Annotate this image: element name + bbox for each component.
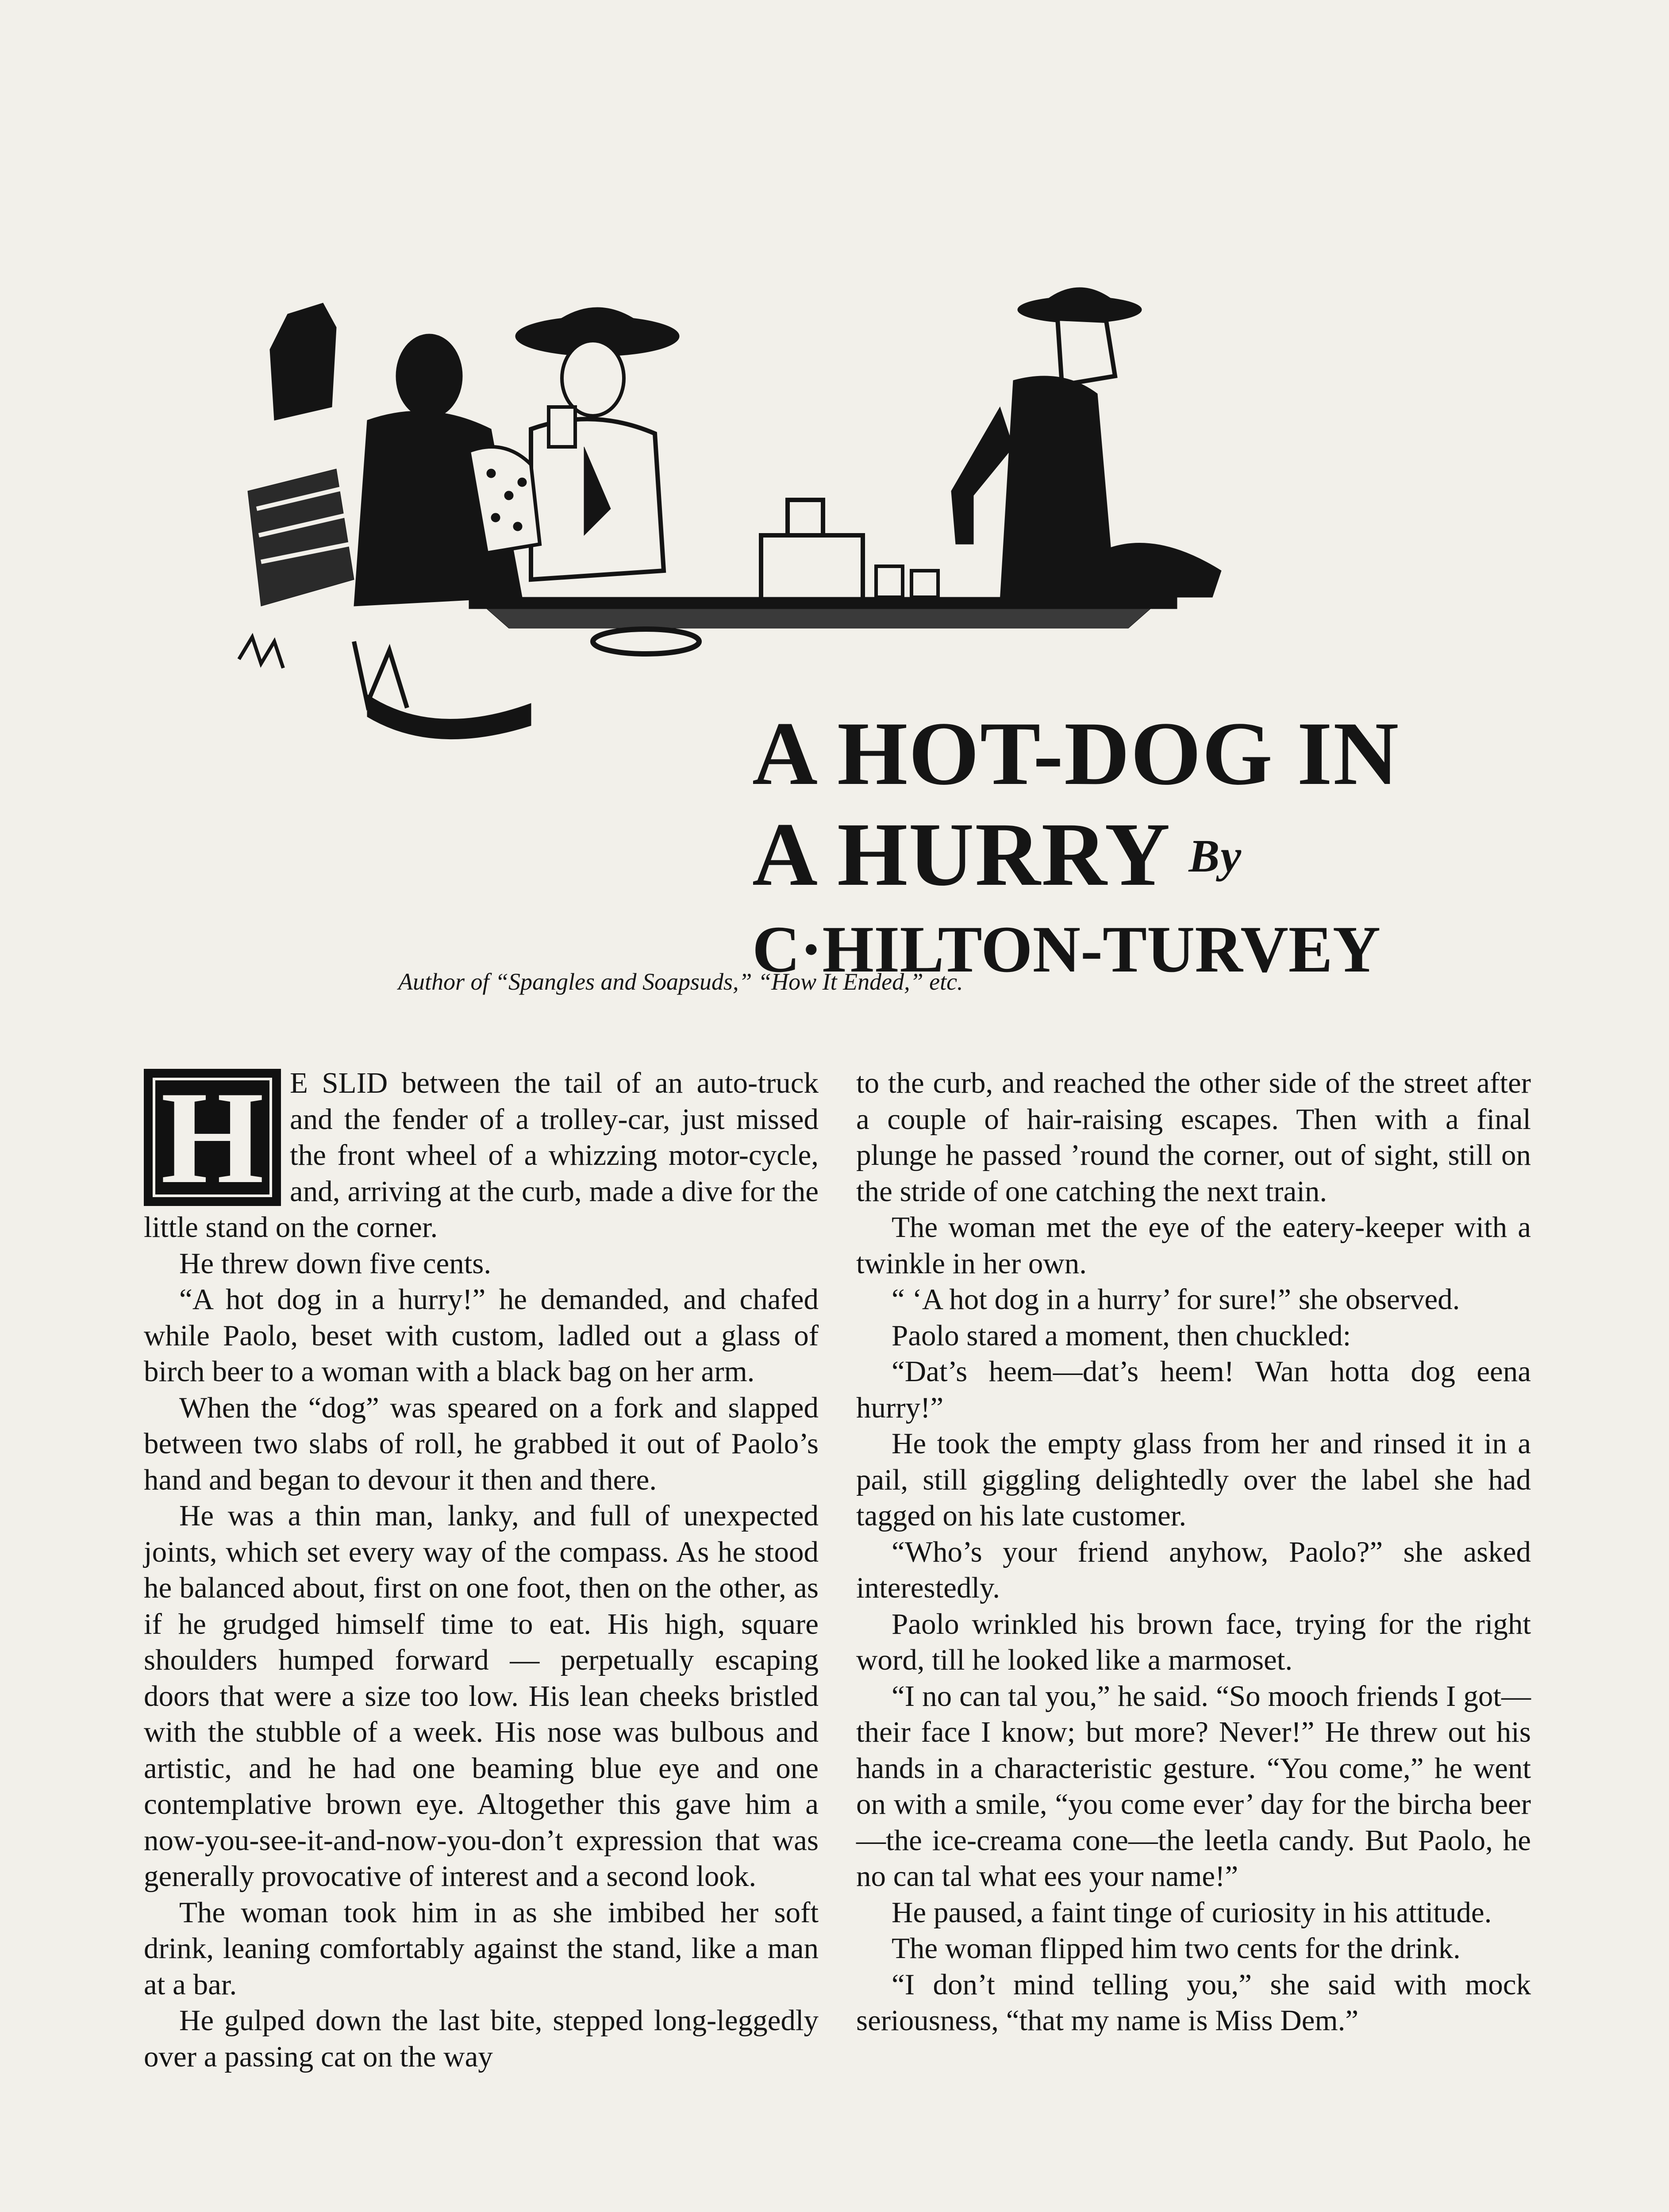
paragraph: Paolo wrinkled his brown face, trying for the right word, till he looked like a marmoset.	[856, 1607, 1531, 1676]
paragraph: He paused, a faint tinge of curiosity in his attitude.	[892, 1896, 1492, 1929]
paragraph: “Dat’s heem—dat’s heem! Wan hotta dog eena hurry!”	[856, 1355, 1531, 1424]
story-title-line-2	[752, 804, 1460, 906]
story-title-line-1: A HOT-DOG IN	[752, 703, 1400, 804]
paragraph: “I no can tal you,” he said. “So mooch friends I got—their face I know; but more? Never!” He threw out his hands in a characteristic gesture. “You come,” he went on with a smile, “you come ever’ day for the bircha beer—the ice-creama cone—the leetla candy. But Paolo, he no can tal what ees your name!”	[856, 1679, 1531, 1893]
paragraph: He took the empty glass from her and rinsed it in a pail, still giggling delightedly over the label she had tagged on his late customer.	[856, 1427, 1531, 1532]
paragraph: “Who’s your friend anyhow, Paolo?” she asked interestedly.	[856, 1535, 1531, 1604]
paragraph: “A hot dog in a hurry!” he demanded, and chafed while Paolo, beset with custom, ladled out a glass of birch beer to a woman with a black bag on her arm.	[144, 1283, 819, 1388]
byline: By	[1188, 830, 1242, 882]
drop-cap: H	[144, 1069, 281, 1206]
story-title-line-2-text: A HURRY	[752, 804, 1171, 905]
paragraph: He was a thin man, lanky, and full of unexpected joints, which set every way of the compass. As he stood he balanced about, first on one foot, then on the other, as if he grudged himself time to eat. His high, square shoulders humped forward — perpetually escaping doors that were a size too low. His lean cheeks bristled with the stubble of a week. His nose was bulbous and artistic, and he had one beaming blue eye and one contemplative brown eye. Altogether this gave him a now-you-see-it-and-now-you-don’t expression that was generally provocative of interest and a second look.	[144, 1499, 819, 1893]
paragraph: He gulped down the last bite, stepped long-leggedly over a passing cat on the way	[144, 2004, 819, 2073]
right-column	[856, 1065, 1531, 2039]
author-credit: Author of “Spangles and Soapsuds,” “How It Ended,” etc.	[398, 968, 963, 995]
paragraph: The woman met the eye of the eatery-keeper with a twinkle in her own.	[856, 1211, 1531, 1280]
paragraph: When the “dog” was speared on a fork and slapped between two slabs of roll, he grabbed it out of Paolo’s hand and began to devour it then and there.	[144, 1391, 819, 1496]
title-block	[752, 703, 1460, 988]
left-column	[144, 1065, 819, 2075]
opening-paragraph-text: E SLID between the tail of an auto-truck and the fender of a trolley-car, just missed the front wheel of a whizzing motor-cycle, and, arriving at the curb, made a dive for the little stand on the corner.	[144, 1067, 819, 1244]
paragraph: Paolo stared a moment, then chuckled:	[892, 1319, 1351, 1352]
paragraph: “I don’t mind telling you,” she said with mock seriousness, “that my name is Miss Dem.”	[856, 1968, 1531, 2037]
street-stand-illustration	[221, 261, 1265, 757]
opening-paragraph	[144, 1065, 819, 1246]
paragraph: “ ‘A hot dog in a hurry’ for sure!” she observed.	[892, 1283, 1460, 1316]
paragraph: He threw down five cents.	[179, 1247, 492, 1280]
author-name: C·HILTON-TURVEY	[752, 913, 1381, 986]
paragraph: The woman flipped him two cents for the drink.	[892, 1932, 1461, 1965]
paragraph: The woman took him in as she imbibed her soft drink, leaning comfortably against the stand, like a man at a bar.	[144, 1896, 819, 2001]
continued-paragraph: to the curb, and reached the other side of the street after a couple of hair-raising escapes. Then with a final plunge he passed ’round the corner, out of sight, still on the stride of one catching the next train.	[856, 1067, 1531, 1208]
